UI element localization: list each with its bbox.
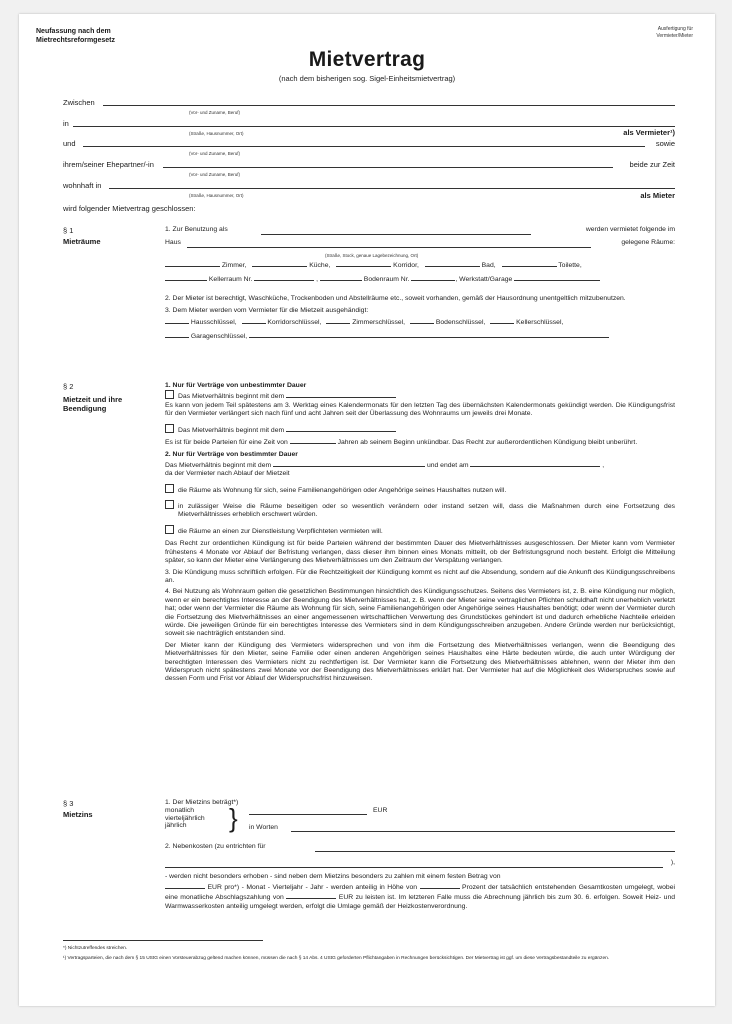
- s2-paragraph-4: Das Recht zur ordentlichen Kündigung ist für beide Parteien während der bestimmten Dauer des Mietverhältnisses ausgeschlossen. Der Mieter kann vom Vermieter frühestens 4 Monate vor Ablauf der Befristung verlangen, dass dieser ihm binnen eines Monats mitteilt, ob der Befristungsgrund noch besteht. Erfolgt die Mitteilung später, so kann der Mieter eine Verlängerung des Mietverhältnisses um den Zeitraum der Verspätung verlangen.: [165, 540, 675, 565]
- s1-paragraph-3: 3. Dem Mieter werden vom Vermieter für die Mietzeit ausgehändigt:: [165, 307, 369, 315]
- field-bodenraum-count[interactable]: [320, 274, 362, 281]
- hint-name-2: (Vor- und Zuname, Beruf): [189, 151, 241, 156]
- header-left-line2: Mietrechtsreformgesetz: [36, 37, 115, 44]
- section-3-body: [165, 799, 675, 911]
- checkbox-unkuendbar-start[interactable]: [165, 424, 174, 433]
- page-subtitle: (nach dem bisherigen sog. Sigel-Einheitsmietvertrag): [278, 74, 456, 83]
- label-zwischen: Zwischen: [63, 98, 95, 107]
- label-start-2: Das Mietverhältnis beginnt mit dem: [178, 426, 285, 434]
- checkbox-option-3[interactable]: [165, 525, 174, 534]
- field-key-count-4[interactable]: [410, 317, 434, 324]
- row-zwischen: [63, 97, 675, 108]
- s3-p2-part-a: EUR pro*) - Monat - Vierteljahr - Jahr - werden anteilig in Höhe von: [207, 883, 418, 891]
- field-start-date-1[interactable]: [286, 391, 396, 398]
- label-toilette: Toilette,: [558, 262, 582, 269]
- s2-paragraph-6: 4. Bei Nutzung als Wohnraum gelten die gesetzlichen Bestimmungen hinsichtlich des Kündigungsschutzes. Seitens des Vermieters ist, z. B. eine Kündigung nur möglich, wenn er ein berechtigtes Interesse an der Beendigung des Mietverhältnisses hat, z. B. wenn der Mieter seine vertraglichen Pflichten schuldhaft nicht unerheblich verletzt hat; oder wenn der Vermieter die Räume als Wohnung für sich, seine Familienangehörigen oder Angehörige seines Haushaltes benötigt; oder wenn der Vermieter durch die Fortsetzung des Mietverhältnisses an einer angemessenen wirtschaftlichen Verwertung des Grundstückes gehindert ist und dadurch erhebliche Nachteile erleiden würde. Die jeweiligen Gründe für ein berechtigtes Interesse des Vermieters sind in dem Kündigungsschreiben anzugeben. Andere Gründe werden nur berücksichtigt, soweit sie nachträglich entstanden sind.: [165, 588, 675, 638]
- s2-p2-part-a: Es ist für beide Parteien für eine Zeit von: [165, 439, 288, 447]
- field-percent[interactable]: [420, 882, 460, 889]
- footnote-1: *) Nichtzutreffendes streichen.: [63, 946, 128, 951]
- label-garagenschluessel: Garagenschlüssel,: [190, 333, 248, 341]
- s2-term-row: Das Mietverhältnis beginnt mit dem und endet am ,: [165, 461, 605, 469]
- label-in-worten: in Worten: [249, 824, 278, 832]
- label-start-1: Das Mietverhältnis beginnt mit dem: [178, 393, 285, 401]
- s1-usage-label: 1. Zur Benutzung als: [165, 226, 228, 233]
- field-zimmer[interactable]: [165, 260, 220, 267]
- label-bodenraum: Bodenraum Nr.: [363, 276, 410, 283]
- label-partner: ihrem/seiner Ehepartner/-in: [63, 160, 154, 169]
- field-key-count-6[interactable]: [165, 331, 189, 338]
- label-als-vermieter: als Vermieter¹): [623, 128, 675, 137]
- s2-option-1-text: die Räume als Wohnung für sich, seine Familienangehörigen oder Angehörige seines Haushaltes nutzen will.: [178, 486, 507, 494]
- field-start-date-2[interactable]: [286, 425, 396, 432]
- s1-rooms-row: [165, 260, 675, 271]
- section-1-title: Mieträume: [63, 237, 101, 246]
- label-geschlossen: wird folgender Mietvertrag geschlossen:: [63, 204, 196, 213]
- s3-nebenkosten-row: [165, 843, 675, 854]
- hint-name-3: (Vor- und Zuname, Beruf): [189, 172, 241, 177]
- field-line-tenant-name[interactable]: [83, 146, 645, 147]
- row-geschlossen: [63, 203, 675, 214]
- s2-p2-part-b: Jahren ab seinem Beginn unkündbar. Das Recht zur außerordentlichen Kündigung bleibt unberührt.: [337, 439, 638, 447]
- s2-paragraph-1: Es kann von jedem Teil spätestens am 3. Werktag eines Kalendermonats für den letzten Tag des übernächsten Kalendermonats gekündigt werden. Die Kündigungsfrist für den Vermieter verlängert sich nach fünf und acht Jahren seit der Überlassung des Wohnraums um jeweils drei Monate.: [165, 401, 675, 418]
- field-line-tenant-address[interactable]: [109, 188, 675, 189]
- label-kellerschluessel: Kellerschlüssel,: [516, 318, 564, 326]
- field-kellerraum-nr[interactable]: [254, 274, 314, 281]
- s2-start-row-2: [165, 424, 675, 435]
- field-rent-words[interactable]: [291, 825, 675, 832]
- row-partner: [63, 159, 675, 170]
- field-line-house[interactable]: [187, 241, 591, 248]
- field-toilette[interactable]: [502, 260, 557, 267]
- row-als-mieter: [63, 190, 675, 201]
- label-zimmerschluessel: Zimmerschlüssel,: [352, 318, 406, 326]
- s1-haus-label: Haus: [165, 239, 181, 246]
- label-zimmer: Zimmer,: [221, 262, 247, 269]
- row-als-vermieter: [63, 127, 675, 138]
- brace-icon: }: [229, 803, 238, 834]
- s3-rent-label: 1. Der Mietzins beträgt*): [165, 799, 239, 806]
- field-nebenkosten-for[interactable]: [315, 845, 675, 852]
- s1-rented-label: werden vermietet folgende im: [585, 226, 675, 233]
- s3-paragraph-1: - werden nicht besonders erhoben - sind neben dem Mietzins besonders zu zahlen mit einem festen Betrag von: [165, 873, 501, 881]
- label-wohnhaft: wohnhaft in: [63, 181, 102, 190]
- s2-paragraph-2: [165, 437, 675, 447]
- field-term-start[interactable]: [273, 460, 425, 467]
- footnote-divider: [63, 940, 263, 941]
- checkbox-option-2[interactable]: [165, 500, 174, 509]
- s1-rooms-label: gelegene Räume:: [621, 239, 675, 246]
- s2-term-start-label: Das Mietverhältnis beginnt mit dem: [165, 461, 272, 469]
- section-2-title: Mietzeit und ihre Beendigung: [63, 395, 123, 413]
- hint-address-2: (Straße, Hausnummer, Ort): [189, 193, 244, 198]
- label-korridorschluessel: Korridorschlüssel,: [267, 318, 322, 326]
- field-term-end[interactable]: [470, 460, 600, 467]
- label-als-mieter: als Mieter: [640, 191, 675, 200]
- s2-option-3-text: die Räume an einen zur Dienstleistung Verpflichteten vermieten will.: [178, 527, 383, 535]
- field-line-landlord-name[interactable]: [103, 105, 675, 106]
- header-right-line1: Ausfertigung für: [657, 26, 693, 32]
- s2-paragraph-7: Der Mieter kann der Kündigung des Vermieters widersprechen und von ihm die Fortsetzung des Mietverhältnisses verlangen, wenn die Beendigung des Mietverhältnisses für den Mieter, seine Familie oder einen anderen Angehörigen seines Haushaltes eine Härte bedeuten würde, die auch unter Würdigung der berechtigten Interessen des Vermieters nicht zu rechtfertigen ist. Der Vermieter kann die Fortsetzung des Mietverhältnisses ablehnen, wenn der Mieter ihm den Widerspruch nicht spätestens zwei Monate vor der Beendigung des Mietverhältnisses erklärt hat. Der Vermieter hat auf die Möglichkeit des Widerspruches sowie auf dessen Form und Frist vor Ablauf der Widerspruchsfrist hinzuweisen.: [165, 641, 675, 683]
- s2-term-end-label: und endet am: [426, 461, 469, 469]
- page-title: Mietvertrag: [308, 48, 426, 71]
- label-bad: Bad,: [481, 262, 496, 269]
- field-kueche[interactable]: [252, 260, 307, 267]
- field-key-count-2[interactable]: [242, 317, 266, 324]
- label-close-paren: ),: [670, 859, 675, 867]
- field-rent-amount[interactable]: [249, 808, 367, 815]
- s1-paragraph-2: 2. Der Mieter ist berechtigt, Waschküche, Trockenboden und Abstellräume etc., soweit vorhanden, gemäß der Hausordnung unentgeltlich mitzubenutzen.: [165, 295, 626, 302]
- hint-address-1: (Straße, Hausnummer, Ort): [189, 131, 244, 136]
- s1-storage-row: Kellerraum Nr. , Bodenraum Nr. , Werkstatt/Garage: [165, 274, 675, 285]
- label-sowie: sowie: [655, 139, 675, 148]
- section-3-title: Mietzins: [63, 810, 93, 819]
- s2-heading-1: 1. Nur für Verträge von unbestimmter Dauer: [165, 382, 307, 389]
- label-nebenkosten: 2. Nebenkosten (zu entrichten für: [165, 843, 266, 851]
- field-key-count-3[interactable]: [326, 317, 350, 324]
- s1-keys-row: [165, 317, 675, 327]
- section-1-body: [165, 226, 675, 342]
- label-kueche: Küche,: [309, 262, 331, 269]
- label-in: in: [63, 119, 69, 128]
- field-key-count-1[interactable]: [165, 317, 189, 324]
- field-key-count-5[interactable]: [490, 317, 514, 324]
- s2-start-row-1: [165, 390, 675, 401]
- s3-nebenkosten-row-2: [165, 859, 675, 870]
- hint-house-location: (Straße, Stock, genaue Lagebezeichnung, Ort): [325, 253, 419, 258]
- s3-rent-block: [165, 803, 675, 837]
- header-right-line2: Vermieter/Mieter: [656, 33, 693, 39]
- option-monatlich[interactable]: monatlich: [165, 807, 195, 815]
- label-kellerraum: Kellerraum Nr.: [208, 276, 253, 283]
- label-eur: EUR: [373, 807, 388, 815]
- s2-term-reason: da der Vermieter nach Ablauf der Mietzeit: [165, 470, 290, 478]
- row-und: [63, 138, 675, 149]
- s2-option-3: [165, 525, 675, 536]
- field-key-other[interactable]: [249, 331, 609, 338]
- contract-page: [19, 14, 715, 1006]
- field-bodenraum-nr[interactable]: [411, 274, 455, 281]
- section-2-number: § 2: [63, 382, 74, 391]
- s3-p2-part-b: Prozent der tatsächlich entstehenden Gesamtkosten umgelegt, wobei eine monatliche Abschlagszahlung von: [165, 883, 675, 902]
- label-bodenschluessel: Bodenschlüssel,: [435, 318, 486, 326]
- header-left: [36, 27, 115, 45]
- header-left-line1: Neufassung nach dem: [36, 28, 111, 35]
- field-fixed-amount[interactable]: [165, 882, 205, 889]
- field-advance-payment[interactable]: [286, 892, 336, 899]
- section-1-number: § 1: [63, 226, 74, 235]
- s3-paragraph-2: [165, 882, 675, 911]
- field-korridor[interactable]: [336, 260, 391, 267]
- s1-keys-row-2: [165, 331, 675, 341]
- field-kellerraum-count[interactable]: [165, 274, 207, 281]
- checkbox-option-1[interactable]: [165, 484, 174, 493]
- label-werkstatt: , Werkstatt/Garage: [455, 276, 513, 283]
- option-vierteljaehrlich[interactable]: vierteljährlich: [165, 814, 205, 822]
- field-nebenkosten-for-2[interactable]: [165, 861, 663, 868]
- field-werkstatt[interactable]: [514, 274, 600, 281]
- field-years[interactable]: [290, 437, 336, 444]
- field-line-partner-name[interactable]: [163, 167, 613, 168]
- s2-option-1: [165, 484, 675, 495]
- label-beide-zur-zeit: beide zur Zeit: [629, 160, 675, 169]
- field-bad[interactable]: [425, 260, 480, 267]
- section-2-body: [165, 382, 675, 684]
- s2-option-2: [165, 500, 675, 520]
- s2-option-2-text: in zulässiger Weise die Räume beseitigen oder so wesentlich verändern oder instand setzen will, dass die Maßnahmen durch eine Fortsetzung des Mietverhältnisses erheblich erschwert würden.: [178, 503, 675, 519]
- s3-p2-part-c: EUR zu leisten ist. Im letzteren Falle muss die Abrechnung jährlich bis zum 30. 6. erfolgen. Soweit Heiz- und Warmwasserkosten anteilig umgelegt werden, erfolgt die Umlage gemäß der Heizkostenverordnung.: [165, 894, 676, 910]
- s2-paragraph-5: 3. Die Kündigung muss schriftlich erfolgen. Für die Rechtzeitigkeit der Kündigung kommt es nicht auf die Absendung, sondern auf die Ankunft des Kündigungsschreibens an.: [165, 568, 675, 584]
- header-right: [656, 26, 693, 40]
- hint-name-1: (Vor- und Zuname, Beruf): [189, 110, 241, 115]
- field-line-usage[interactable]: [261, 228, 531, 235]
- option-jaehrlich[interactable]: jährlich: [165, 822, 187, 830]
- label-und: und: [63, 139, 76, 148]
- footnote-2: ¹) Vertragsparteien, die nach dem § 15 UStG einen Vorsteuerabzug geltend machen können, müssen die nach § 14 Abs. 4 UStG geforderten Pflichtangaben in Rechnungen berücksichtigen. Der Mietvertrag ist ggf. um diese Vertragsbestandteile zu ergänzen.: [63, 956, 610, 961]
- label-hausschluessel: Hausschlüssel,: [190, 318, 237, 326]
- label-korridor: Korridor,: [393, 262, 419, 269]
- s2-heading-2: 2. Nur für Verträge von bestimmter Dauer: [165, 451, 298, 459]
- checkbox-unlimited-start[interactable]: [165, 390, 174, 399]
- section-3-number: § 3: [63, 799, 74, 808]
